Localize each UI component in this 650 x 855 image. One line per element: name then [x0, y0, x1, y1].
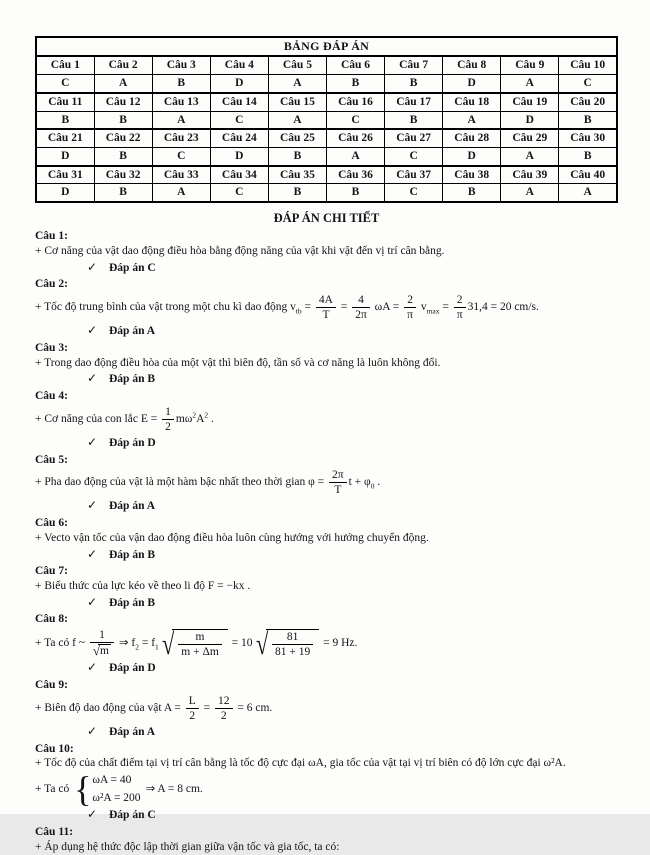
question-header-cell: Câu 5: [268, 56, 326, 74]
answer-cell: D: [210, 147, 268, 165]
answer-text: Đáp án D: [109, 662, 156, 675]
math-result: = 9 Hz.: [323, 637, 358, 650]
check-icon: ✓: [87, 546, 98, 561]
fraction: $\frac{m}{m + \Delta m}$: [178, 631, 222, 658]
math-formula: F = −kx .: [207, 579, 251, 592]
question-label: Câu 1:: [35, 230, 68, 243]
math-symbol: A =: [163, 701, 184, 714]
question-header-cell: Câu 20: [559, 93, 617, 111]
answer-line: [35, 323, 618, 339]
answer-cell: D: [36, 147, 94, 165]
math-symbol: t + φ: [348, 476, 371, 489]
table-answer-row-1: [36, 75, 617, 93]
question-text: + Biểu thức của lực kéo về theo li độ F = −kx .: [35, 579, 251, 592]
math-symbol: f ~: [72, 637, 86, 650]
answer-cell: C: [326, 111, 384, 129]
system-equation: ωA = 40: [92, 774, 132, 787]
answer-cell: B: [385, 75, 443, 93]
math-superscript: 2: [192, 410, 197, 420]
question-header-cell: Câu 37: [385, 166, 443, 184]
question-label: Câu 2:: [35, 278, 68, 291]
fraction: $\frac{2}{\pi}$: [404, 294, 416, 321]
math-symbol: = f: [138, 637, 156, 650]
answer-cell: C: [210, 184, 268, 202]
question-header-cell: Câu 13: [152, 93, 210, 111]
math-operator: =: [301, 301, 314, 314]
question-text: + Ta có: [35, 782, 73, 795]
fraction: $\frac{81}{81 + 19}$: [272, 631, 313, 658]
question-block-2: [35, 277, 618, 339]
question-formula: [35, 294, 618, 321]
check-icon: ✓: [87, 594, 98, 609]
question-formula: [35, 695, 618, 722]
math-symbol: v: [290, 301, 296, 314]
answer-cell: C: [36, 75, 94, 93]
check-icon: ✓: [87, 723, 98, 738]
question-header-cell: Câu 1: [36, 56, 94, 74]
answer-cell: A: [443, 111, 501, 129]
question-header-cell: Câu 15: [268, 93, 326, 111]
equation-system: [74, 768, 141, 809]
question-formula: [35, 768, 618, 809]
question-header-cell: Câu 31: [36, 166, 94, 184]
answer-cell: B: [326, 184, 384, 202]
answer-cell: D: [36, 184, 94, 202]
question-header-cell: Câu 29: [501, 129, 559, 147]
answer-cell: A: [268, 111, 326, 129]
question-header-cell: Câu 11: [36, 93, 94, 111]
question-header-cell: Câu 23: [152, 129, 210, 147]
answer-cell: B: [268, 184, 326, 202]
math-subscript: 1: [155, 642, 159, 652]
answer-text: Đáp án C: [109, 261, 156, 274]
question-formula: [35, 406, 618, 433]
table-answer-row-2: [36, 111, 617, 129]
question-header-cell: Câu 27: [385, 129, 443, 147]
question-header-cell: Câu 40: [559, 166, 617, 184]
question-formula: [35, 469, 618, 496]
check-icon: ✓: [87, 807, 98, 822]
answer-cell: B: [94, 111, 152, 129]
question-header-cell: Câu 33: [152, 166, 210, 184]
answer-line: [35, 435, 618, 451]
fraction: $\frac{4A}{T}$: [316, 294, 336, 321]
sqrt-radical: √ $\frac{81}{81 + 19}$: [254, 629, 320, 658]
math-superscript: 2: [204, 410, 209, 420]
question-header-cell: Câu 28: [443, 129, 501, 147]
answer-cell: B: [94, 147, 152, 165]
fraction: $\frac{1}{2}$: [162, 406, 174, 433]
question-header-cell: Câu 24: [210, 129, 268, 147]
check-icon: ✓: [87, 434, 98, 449]
answer-cell: A: [326, 147, 384, 165]
brace-symbol: {: [74, 768, 92, 809]
answer-text: Đáp án D: [109, 436, 156, 449]
answer-cell: B: [94, 184, 152, 202]
answer-cell: D: [210, 75, 268, 93]
answer-cell: B: [559, 147, 617, 165]
answer-text: Đáp án B: [109, 548, 156, 561]
question-label: Câu 3:: [35, 341, 68, 354]
math-result: = 6 cm.: [237, 701, 273, 714]
question-text: + Biên độ dao động của vật: [35, 701, 164, 714]
question-label: Câu 9:: [35, 679, 68, 692]
question-header-cell: Câu 21: [36, 129, 94, 147]
table-header-row-3: [36, 129, 617, 147]
table-header-row-1: [36, 56, 617, 74]
answer-text: Đáp án B: [109, 596, 156, 609]
answer-cell: D: [443, 147, 501, 165]
question-header-cell: Câu 10: [559, 56, 617, 74]
check-icon: ✓: [87, 371, 98, 386]
question-header-cell: Câu 25: [268, 129, 326, 147]
question-header-cell: Câu 38: [443, 166, 501, 184]
answer-line: [35, 547, 618, 563]
fraction: 1 √ m: [90, 629, 114, 658]
question-text: + Tốc độ của chất điểm tại vị trí cân bằng là tốc độ cực đại ωA, gia tốc của vật tại vị trí biên có độ lớn cực đại ω²A.: [35, 757, 566, 770]
question-text: + Vecto vận tốc của vận dao động điều hòa luôn cùng hướng với hướng chuyển động.: [35, 531, 429, 544]
question-header-cell: Câu 6: [326, 56, 384, 74]
question-header-cell: Câu 9: [501, 56, 559, 74]
answer-cell: B: [326, 75, 384, 93]
fraction: $\frac{4}{2\pi}$: [352, 294, 370, 321]
answer-cell: B: [152, 75, 210, 93]
question-header-cell: Câu 36: [326, 166, 384, 184]
fraction: $\frac{2}{\pi}$: [454, 294, 466, 321]
question-header-cell: Câu 30: [559, 129, 617, 147]
question-block-9: [35, 678, 618, 740]
answer-cell: A: [152, 184, 210, 202]
table-answer-row-4: [36, 184, 617, 202]
question-block-4: [35, 389, 618, 451]
question-text: + Áp dụng hệ thức độc lập thời gian giữa vận tốc và gia tốc, ta có:: [35, 840, 340, 853]
question-header-cell: Câu 12: [94, 93, 152, 111]
answer-cell: C: [152, 147, 210, 165]
answer-text: Đáp án A: [109, 325, 156, 338]
question-text: + Tốc độ trung bình của vật trong một chu kì dao động: [35, 301, 291, 314]
answer-cell: B: [385, 111, 443, 129]
answer-cell: A: [559, 184, 617, 202]
question-header-cell: Câu 39: [501, 166, 559, 184]
answer-line: [35, 498, 618, 514]
question-block-5: [35, 453, 618, 515]
question-block-7: [35, 564, 618, 610]
question-header-cell: Câu 19: [501, 93, 559, 111]
check-icon: ✓: [87, 259, 98, 274]
system-equation: ω²A = 200: [92, 791, 141, 804]
question-label: Câu 6:: [35, 517, 68, 530]
answer-table-title: BẢNG ĐÁP ÁN: [36, 37, 617, 56]
sqrt-radical: √ m: [92, 643, 109, 659]
answer-table: [35, 36, 618, 203]
answer-cell: A: [501, 75, 559, 93]
answer-line: [35, 724, 618, 740]
question-header-cell: Câu 4: [210, 56, 268, 74]
question-formula: [35, 628, 618, 662]
math-symbol: mω: [175, 412, 193, 425]
answer-cell: B: [268, 147, 326, 165]
answer-table-title-row: [36, 37, 617, 56]
answer-line: [35, 807, 618, 823]
answer-cell: A: [94, 75, 152, 93]
question-label: Câu 11:: [35, 826, 74, 839]
check-icon: ✓: [87, 323, 98, 338]
math-subscript: 0: [370, 481, 375, 491]
answer-cell: C: [385, 184, 443, 202]
question-text: + Cơ năng của vật dao động điều hòa bằng động năng của vật khi vật đến vị trí cân bằng.: [35, 244, 445, 257]
answer-cell: A: [501, 184, 559, 202]
answer-cell: B: [559, 111, 617, 129]
fraction: $\frac{2\pi}{T}$: [329, 469, 347, 496]
answer-cell: D: [501, 111, 559, 129]
fraction: $\frac{L}{2}$: [186, 695, 199, 722]
math-symbol: v: [420, 301, 427, 314]
detail-section-title: ĐÁP ÁN CHI TIẾT: [273, 211, 380, 226]
answer-text: Đáp án A: [109, 500, 156, 513]
math-operator: =: [340, 301, 348, 314]
question-header-cell: Câu 2: [94, 56, 152, 74]
question-header-cell: Câu 34: [210, 166, 268, 184]
answer-cell: A: [268, 75, 326, 93]
answer-line: [35, 595, 618, 611]
question-header-cell: Câu 3: [152, 56, 210, 74]
answer-line: [35, 371, 618, 387]
question-block-3: [35, 341, 618, 387]
table-header-row-4: [36, 166, 617, 184]
question-header-cell: Câu 16: [326, 93, 384, 111]
check-icon: ✓: [87, 498, 98, 513]
question-header-cell: Câu 22: [94, 129, 152, 147]
question-label: Câu 7:: [35, 565, 68, 578]
answer-cell: A: [152, 111, 210, 129]
answer-cell: D: [443, 75, 501, 93]
question-text: + Ta có: [35, 637, 73, 650]
math-result: ⇒ A = 8 cm.: [142, 782, 203, 795]
question-label: Câu 5:: [35, 453, 68, 466]
answer-cell: C: [210, 111, 268, 129]
math-operator: =: [203, 701, 211, 714]
answer-text: Đáp án A: [109, 725, 156, 738]
table-header-row-2: [36, 93, 617, 111]
question-block-8: [35, 612, 618, 676]
math-symbol: .: [208, 412, 214, 425]
question-header-cell: Câu 18: [443, 93, 501, 111]
question-header-cell: Câu 17: [385, 93, 443, 111]
question-header-cell: Câu 8: [443, 56, 501, 74]
table-answer-row-3: [36, 147, 617, 165]
math-subscript: 2: [135, 642, 139, 652]
question-header-cell: Câu 26: [326, 129, 384, 147]
answer-cell: B: [443, 184, 501, 202]
question-label: Câu 8:: [35, 613, 68, 626]
question-text: + Pha dao động của vật là một hàm bậc nhất theo thời gian: [35, 476, 309, 489]
question-text: + Trong dao động điều hòa của một vật thì biên độ, tần số và cơ năng là luôn không đổi.: [35, 356, 441, 369]
question-text: + Cơ năng của con lắc: [35, 412, 141, 425]
math-symbol: φ =: [308, 476, 328, 489]
math-subscript: max: [426, 306, 440, 316]
answer-text: Đáp án B: [109, 373, 156, 386]
answer-line: [35, 660, 618, 676]
question-label: Câu 4:: [35, 389, 68, 402]
question-block-11: [35, 825, 618, 854]
fraction: $\frac{12}{2}$: [215, 695, 233, 722]
question-block-6: [35, 516, 618, 562]
math-symbol: A: [196, 412, 205, 425]
math-symbol: ωA =: [374, 301, 400, 314]
answer-text: Đáp án C: [109, 809, 156, 822]
question-block-1: [35, 229, 618, 275]
math-result: 31,4 = 20 cm/s.: [467, 301, 539, 314]
answer-cell: C: [385, 147, 443, 165]
math-symbol: ⇒ f: [116, 637, 136, 650]
answer-cell: B: [36, 111, 94, 129]
question-header-cell: Câu 7: [385, 56, 443, 74]
math-operator: =: [439, 301, 452, 314]
math-symbol: E =: [140, 412, 161, 425]
question-header-cell: Câu 32: [94, 166, 152, 184]
question-label: Câu 10:: [35, 742, 74, 755]
math-operator: = 10: [231, 637, 253, 650]
math-subscript: tb: [295, 306, 302, 316]
question-block-10: [35, 742, 618, 824]
sqrt-radical: √ $\frac{m}{m + \Delta m}$: [160, 629, 228, 658]
math-symbol: .: [374, 476, 381, 489]
answer-cell: A: [501, 147, 559, 165]
answer-line: [35, 260, 618, 276]
answer-cell: C: [559, 75, 617, 93]
check-icon: ✓: [87, 660, 98, 675]
question-header-cell: Câu 14: [210, 93, 268, 111]
question-header-cell: Câu 35: [268, 166, 326, 184]
